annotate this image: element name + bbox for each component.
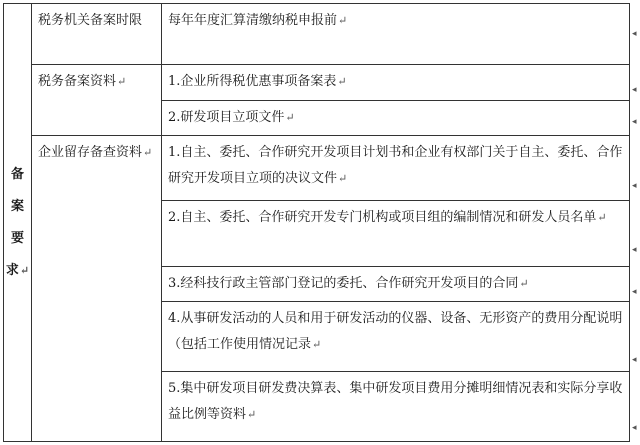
paragraph-mark: ↵ [338, 14, 348, 27]
row-end-marker: ◂ [632, 117, 637, 127]
section-header-cell [4, 4, 32, 442]
row-end-marker: ◂ [632, 245, 637, 255]
header-char: 案 [10, 198, 24, 214]
table-row [4, 136, 630, 201]
paragraph-mark: ↵ [19, 263, 30, 277]
filing-material-item: 1.企业所得税优惠事项备案表↵ [162, 64, 630, 100]
row-end-marker: ◂ [632, 355, 637, 365]
paragraph-mark: ↵ [312, 338, 322, 352]
filing-requirements-table [3, 3, 630, 442]
filing-material-item: 2.研发项目立项文件↵ [162, 100, 630, 136]
row-end-marker: ◂ [632, 29, 637, 39]
row-label-filing-materials: 税务备案资料↵ [32, 64, 162, 135]
paragraph-mark: ↵ [117, 74, 127, 88]
paragraph-mark: ↵ [285, 110, 295, 124]
paragraph-mark: ↵ [597, 211, 607, 225]
retained-document-item: 1.自主、委托、合作研究开发项目计划书和企业有权部门关于自主、委托、合作研究开发项目立项的决议文件↵ [162, 136, 630, 201]
row-value-filing-deadline: 每年年度汇算清缴纳税申报前↵ [162, 4, 630, 65]
row-label-retained-documents: 企业留存备查资料↵ [32, 136, 162, 442]
row-end-marker: ◂ [632, 423, 637, 433]
retained-document-item: 3.经科技行政主管部门登记的委托、合作研究开发项目的合同↵ [162, 266, 630, 302]
row-label-filing-deadline: 税务机关备案时限 [32, 4, 162, 65]
header-char: 求↵ [5, 262, 30, 278]
paragraph-mark: ↵ [338, 172, 348, 186]
header-char: 备 [10, 166, 24, 182]
header-char: 要 [10, 230, 24, 246]
table-row [4, 64, 630, 100]
table-row [4, 4, 630, 65]
paragraph-mark: ↵ [519, 276, 529, 290]
paragraph-mark: ↵ [337, 74, 347, 88]
retained-document-item: 2.自主、委托、合作研究开发专门机构或项目组的编制情况和研发人员名单↵ [162, 201, 630, 266]
retained-document-item: 4.从事研发活动的人员和用于研发活动的仪器、设备、无形资产的费用分配说明（包括工作使用情况记录↵ [162, 302, 630, 371]
row-end-marker: ◂ [632, 287, 637, 297]
retained-document-item: 5.集中研发项目研发费决算表、集中研发项目费用分摊明细情况表和实际分享收益比例等资料↵ [162, 371, 630, 441]
paragraph-mark: ↵ [247, 407, 257, 421]
row-end-marker: ◂ [632, 85, 637, 95]
paragraph-mark: ↵ [143, 146, 153, 160]
row-end-marker: ◂ [632, 181, 637, 191]
